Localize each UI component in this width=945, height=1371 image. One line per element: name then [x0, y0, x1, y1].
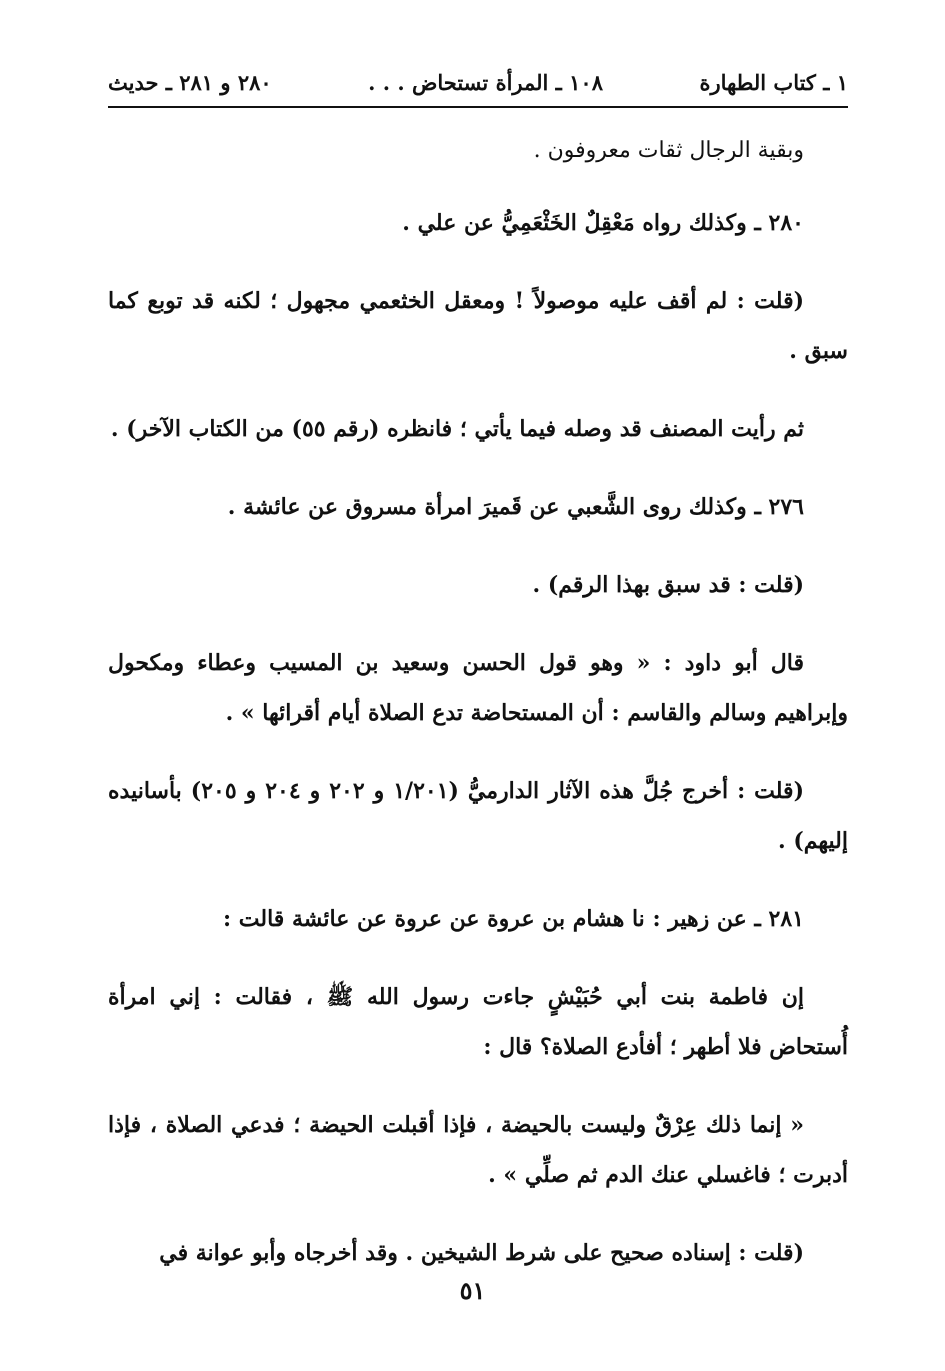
paragraph-prophet-answer: « إنما ذلك عِرْقٌ وليست بالحيضة ، فإذا أقبلت الحيضة ؛ فدعي الصلاة ، فإذا أدبرت ؛ فاغسلي عنك الدم ثم صلِّي » . — [108, 1112, 848, 1188]
page-number: ٥١ — [459, 1276, 486, 1305]
paragraph-hadith-280: ٢٨٠ ـ وكذلك رواه مَعْقِلٌ الخَثْعَمِيُّ عن علي . — [402, 210, 804, 236]
header-chapter-title: ١٠٨ ـ المرأة تستحاض . . . — [368, 69, 603, 95]
header-rule — [108, 106, 848, 108]
paragraph-note-darimi: (قلت : أخرج جُلَّ هذه الآثار الدارميُّ (١/٢٠١ و ٢٠٢ و ٢٠٤ و ٢٠٥) بأسانيده إليهم) . — [108, 778, 848, 854]
paragraph-note-mawsul: (قلت : لم أقف عليه موصولاً ! ومعقل الخثعمي مجهول ؛ لكنه قد توبع كما سبق . — [108, 288, 848, 364]
paragraph-note-previous-number: (قلت : قد سبق بهذا الرقم) . — [532, 572, 804, 598]
running-header — [108, 62, 848, 102]
paragraph-hadith-276: ٢٧٦ ـ وكذلك روى الشَّعبي عن قَميرَ امرأة مسروق عن عائشة . — [227, 494, 804, 520]
header-hadith-range: ٢٨٠ و ٢٨١ ـ حديث — [108, 69, 272, 95]
paragraph-fatima-question: إن فاطمة بنت أبي حُبَيْشٍ جاءت رسول الله ﷺ ، فقالت : إني امرأة أُستحاض فلا أطهر ؛ أفأدع الصلاة؟ قال : — [108, 984, 848, 1060]
header-book-title: ١ ـ كتاب الطهارة — [699, 69, 848, 95]
paragraph-hadith-281: ٢٨١ ـ عن زهير : نا هشام بن عروة عن عروة عن عائشة قالت : — [223, 906, 804, 932]
page-body — [108, 126, 848, 1306]
paragraph-narrators-note: وبقية الرجال ثقات معروفون . — [533, 138, 804, 163]
paragraph-note-author-connected: ثم رأيت المصنف قد وصله فيما يأتي ؛ فانظره (رقم ٥٥) من الكتاب الآخر) . — [110, 416, 804, 442]
paragraph-abu-dawud-statement: قال أبو داود : « وهو قول الحسن وسعيد بن المسيب وعطاء ومكحول وإبراهيم وسالم والقاسم : أن المستحاضة تدع الصلاة أيام أقرائها » . — [108, 650, 848, 726]
paragraph-note-isnad: (قلت : إسناده صحيح على شرط الشيخين . وقد أخرجاه وأبو عوانة في — [159, 1240, 804, 1266]
